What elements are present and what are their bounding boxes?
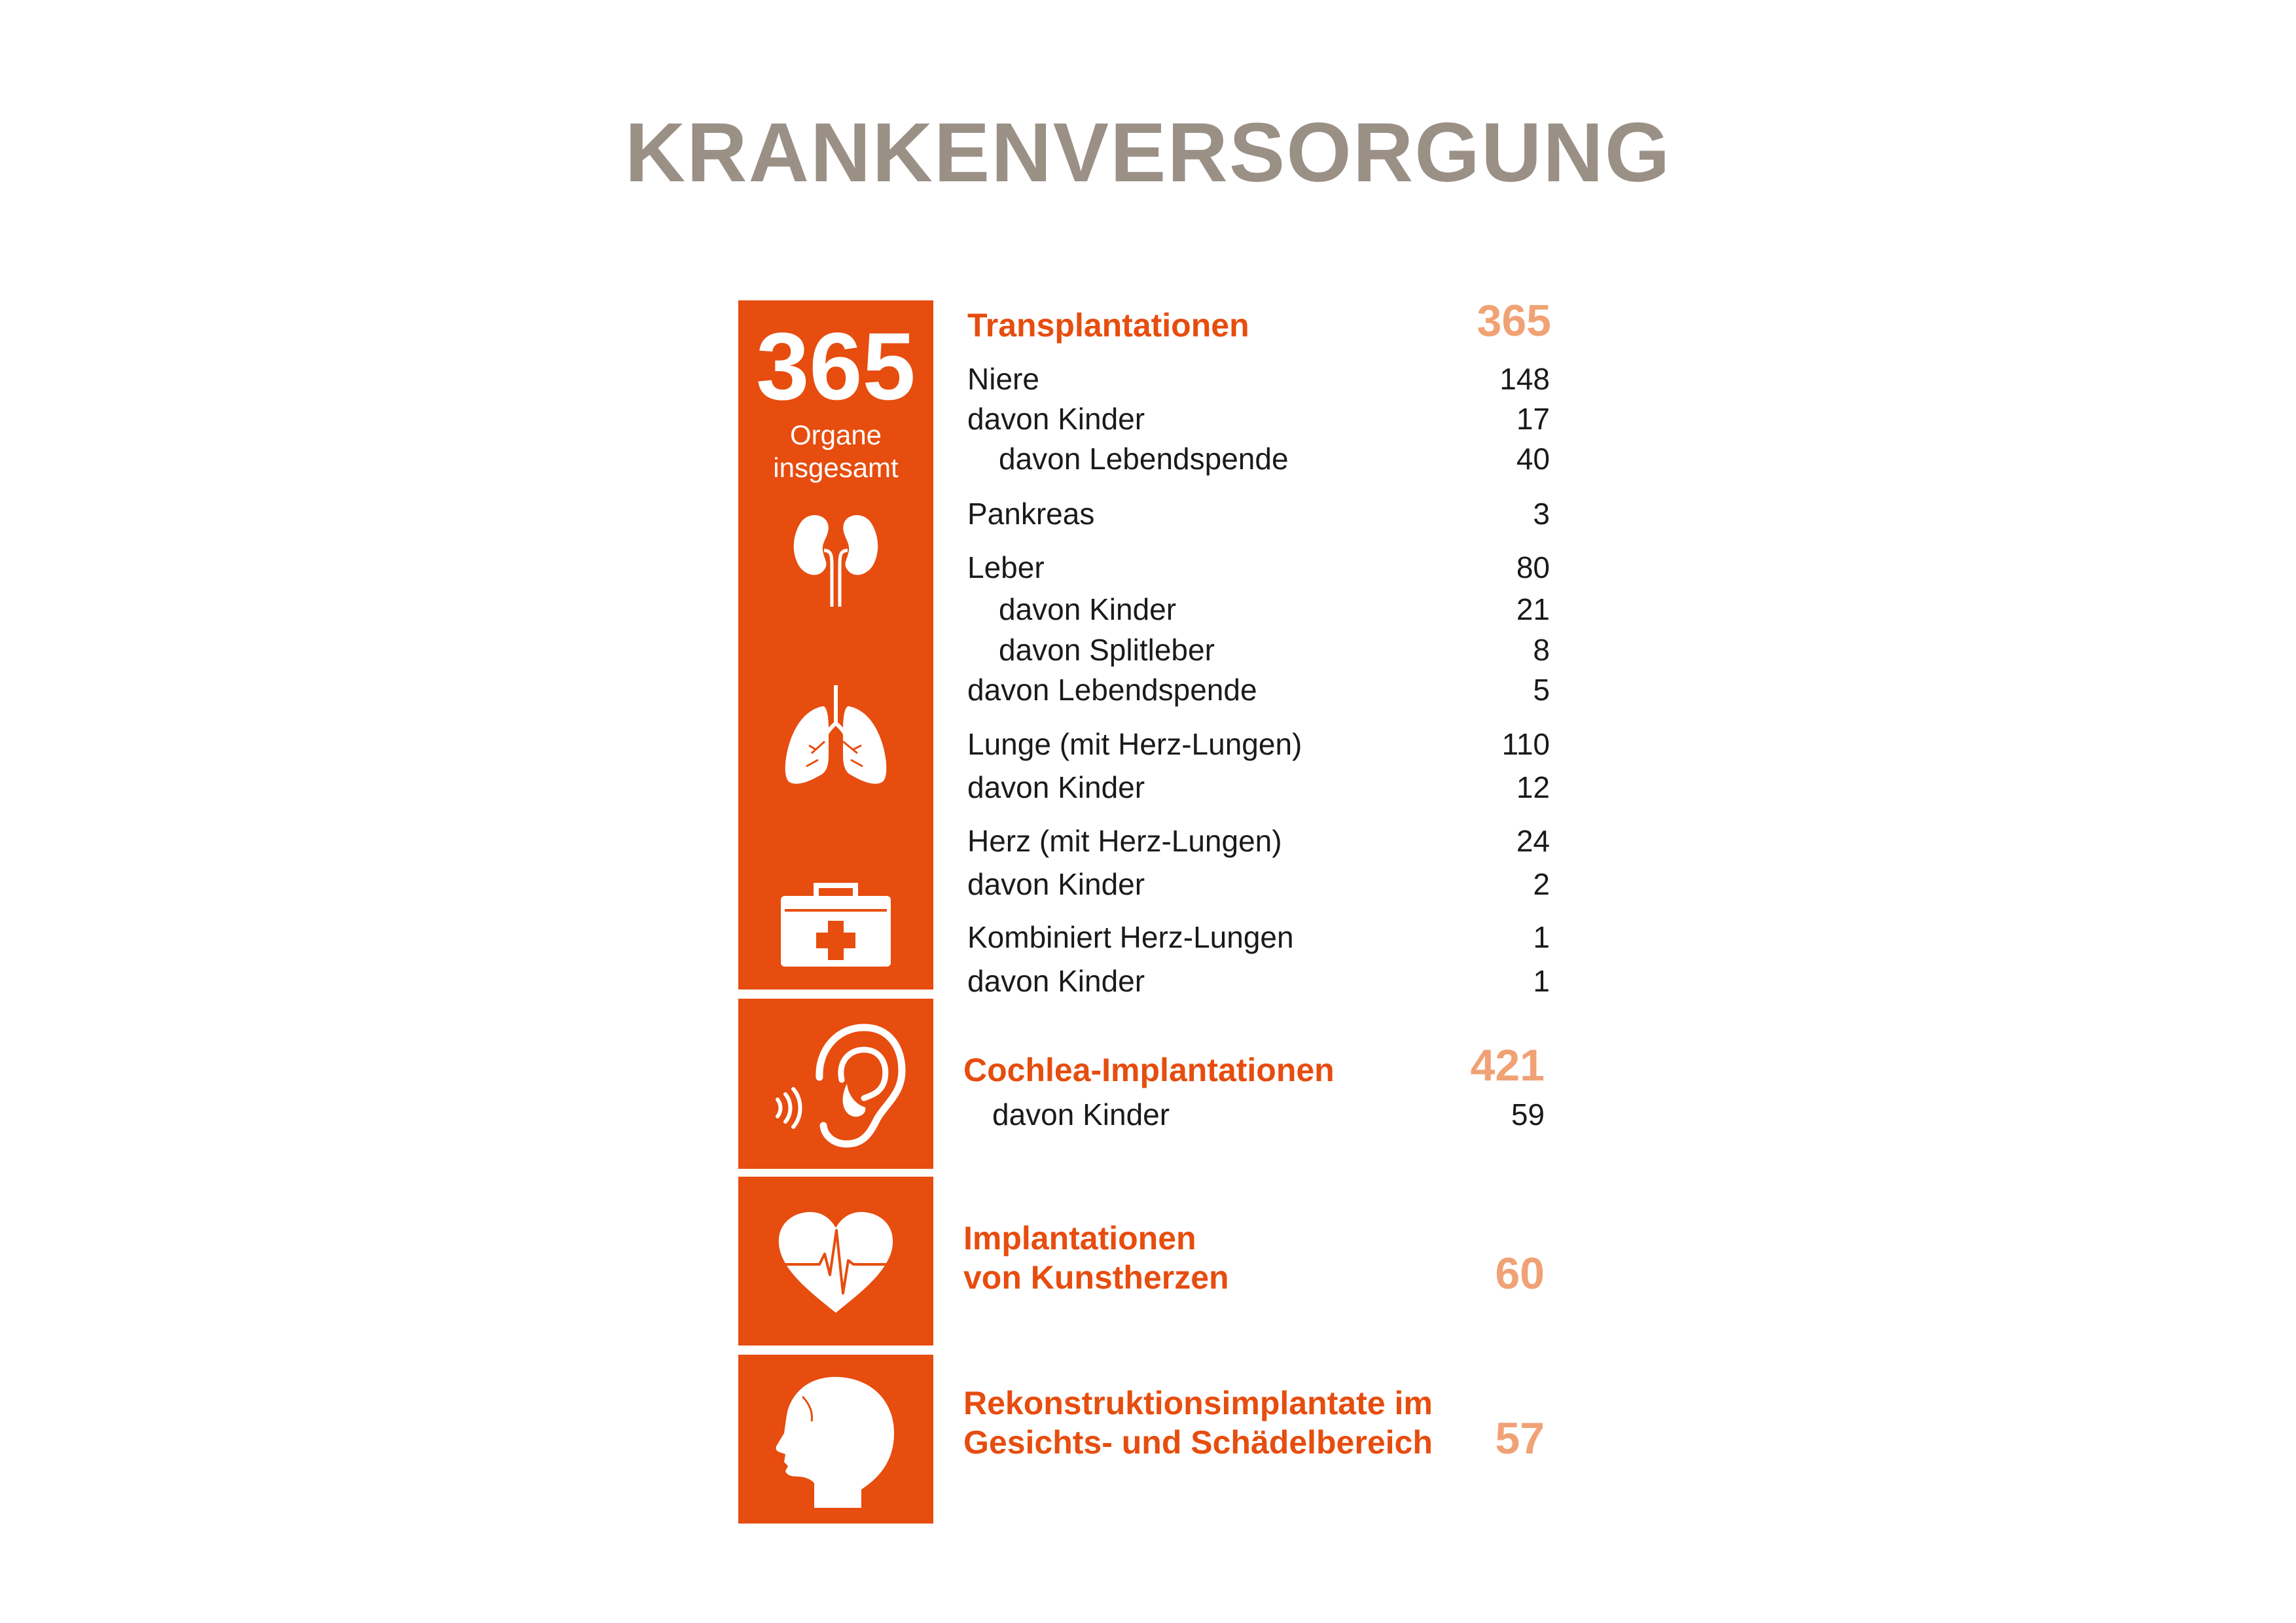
- page-title: KRANKENVERSORGUNG: [624, 106, 1672, 200]
- transplant-total: 365: [1477, 296, 1551, 346]
- heart-ecg-icon: [776, 1211, 895, 1315]
- list-item: davon Kinder 12: [967, 770, 1550, 804]
- kunstherz-panel: [738, 1177, 933, 1346]
- kunstherz-total: 60: [1495, 1249, 1545, 1298]
- list-item: davon Kinder 21: [999, 592, 1550, 626]
- list-item: Kombiniert Herz-Lungen 1: [967, 920, 1550, 954]
- list-item: Niere 148: [967, 362, 1550, 396]
- list-item: davon Kinder 1: [967, 964, 1550, 998]
- organ-total-label: Organe insgesamt: [773, 419, 899, 483]
- rekonstruktion-panel: [738, 1355, 933, 1524]
- rekonstruktion-heading: Rekonstruktionsimplantate im Gesichts- und Schädelbereich: [963, 1385, 1433, 1461]
- cochlea-heading: Cochlea-Implantationen: [963, 1052, 1335, 1088]
- kunstherz-heading: Implantationen von Kunstherzen: [963, 1220, 1229, 1296]
- organ-total-value: 365: [756, 313, 916, 419]
- cochlea-panel: [738, 999, 933, 1169]
- list-item: davon Kinder 2: [967, 867, 1550, 901]
- organ-transplant-panel: [738, 300, 933, 990]
- list-item: Herz (mit Herz-Lungen) 24: [967, 824, 1550, 858]
- transplant-heading: Transplantationen: [967, 307, 1249, 344]
- list-item: davon Splitleber 8: [999, 633, 1550, 667]
- kidney-icon: [791, 510, 880, 608]
- ear-icon: [775, 1021, 906, 1149]
- lungs-icon: [781, 683, 890, 791]
- list-item: Pankreas 3: [967, 497, 1550, 531]
- list-item: Lunge (mit Herz-Lungen) 110: [967, 727, 1550, 761]
- list-item: davon Kinder 59: [992, 1097, 1545, 1132]
- first-aid-kit-icon: [781, 882, 891, 968]
- rekonstruktion-total: 57: [1495, 1414, 1545, 1463]
- list-item: davon Lebendspende 5: [967, 673, 1550, 707]
- head-icon: [775, 1374, 897, 1509]
- list-item: Leber 80: [967, 550, 1550, 584]
- list-item: davon Lebendspende 40: [999, 442, 1550, 476]
- cochlea-total: 421: [1470, 1041, 1545, 1090]
- list-item: davon Kinder 17: [967, 402, 1550, 436]
